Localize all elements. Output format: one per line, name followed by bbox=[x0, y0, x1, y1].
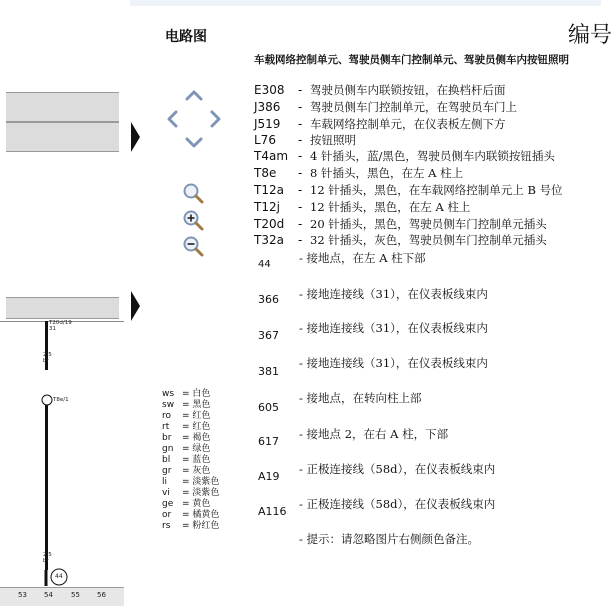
column-number: 53 bbox=[18, 591, 27, 599]
ground-desc-text: 接地点，在左 A 柱下部 bbox=[306, 251, 426, 265]
ground-desc: - 接地点 2，在右 A 柱，下部 bbox=[299, 427, 449, 441]
wire-color-label: br bbox=[43, 558, 49, 564]
component-desc: 车载网络控制单元，在仪表板左侧下方 bbox=[310, 117, 506, 131]
ground-code: A19 bbox=[258, 470, 280, 483]
legend-entry: br = 褐色 bbox=[162, 433, 211, 443]
component-desc: 32 针插头，灰色，驾驶员侧车门控制单元插头 bbox=[310, 233, 547, 247]
ground-code: 605 bbox=[258, 401, 279, 414]
ground-desc: - 接地点，在转向柱上部 bbox=[299, 391, 422, 405]
diagram-heading: 车载网络控制单元、驾驶员侧车门控制单元、驾驶员侧车内按钮照明 bbox=[254, 54, 569, 66]
ground-desc: - 正极连接线（58d），在仪表板线束内 bbox=[299, 462, 496, 476]
legend-code: ws bbox=[162, 389, 175, 399]
wire-size-label: 2.5 bbox=[43, 352, 52, 358]
ground-desc-text: 正极连接线（58d），在仪表板线束内 bbox=[306, 462, 496, 476]
legend-entry: sw = 黑色 bbox=[162, 400, 211, 410]
chevron-up-icon[interactable] bbox=[187, 92, 201, 99]
legend-entry: gr = 灰色 bbox=[162, 466, 211, 476]
component-desc: 8 针插头，黑色，在左 A 柱上 bbox=[310, 166, 464, 180]
component-code: T12a bbox=[254, 183, 284, 197]
chevron-left-icon[interactable] bbox=[169, 112, 176, 126]
legend-name: 灰色 bbox=[192, 466, 211, 476]
legend-code: or bbox=[162, 510, 172, 520]
legend-entry: rt = 红色 bbox=[162, 422, 211, 432]
ground-desc: - 正极连接线（58d），在仪表板线束内 bbox=[299, 497, 496, 511]
legend-name: 绿色 bbox=[192, 444, 211, 454]
component-row: J386 - 驾驶员侧车门控制单元，在驾驶员车门上 bbox=[254, 100, 517, 114]
component-code: E308 bbox=[254, 83, 285, 97]
component-code: T8e bbox=[254, 166, 277, 180]
ground-code: 381 bbox=[258, 365, 279, 378]
legend-code: rs bbox=[162, 521, 171, 531]
column-number: 54 bbox=[44, 591, 53, 599]
legend-entry: ge = 黄色 bbox=[162, 499, 211, 509]
connector-mid-label: T8e/1 bbox=[53, 397, 69, 403]
hint-note: - 提示：请忽略图片右侧颜色备注。 bbox=[299, 532, 480, 546]
ground-desc: - 接地连接线（31），在仪表板线束内 bbox=[299, 321, 488, 335]
component-code: T12j bbox=[254, 200, 280, 214]
legend-name: 红色 bbox=[192, 411, 211, 421]
section-title: 编号 bbox=[568, 23, 612, 48]
component-row: T8e - 8 针插头，黑色，在左 A 柱上 bbox=[254, 166, 464, 180]
component-desc: 驾驶员侧车门控制单元，在驾驶员车门上 bbox=[310, 100, 517, 114]
legend-entry: ws = 白色 bbox=[162, 389, 211, 399]
zoom-in-icon[interactable] bbox=[182, 209, 206, 233]
schematic-panel-upper bbox=[6, 92, 119, 122]
ground-desc: - 接地连接线（31），在仪表板线束内 bbox=[299, 356, 488, 370]
component-row: T32a - 32 针插头，灰色，驾驶员侧车门控制单元插头 bbox=[254, 233, 547, 247]
component-code: T32a bbox=[254, 233, 284, 247]
legend-name: 淡紫色 bbox=[192, 477, 220, 487]
component-desc: 20 针插头，黑色，驾驶员侧车门控制单元插头 bbox=[310, 217, 547, 231]
legend-entry: rs = 粉红色 bbox=[162, 521, 220, 531]
legend-name: 黄色 bbox=[192, 499, 211, 509]
connector-pin-label: 31 bbox=[49, 326, 56, 332]
magnifier-icon[interactable] bbox=[182, 182, 206, 206]
component-desc: 12 针插头，黑色，在车载网络控制单元上 B 号位 bbox=[310, 183, 563, 197]
legend-name: 淡紫色 bbox=[192, 488, 220, 498]
legend-entry: li = 淡紫色 bbox=[162, 477, 220, 487]
component-code: T4am bbox=[254, 149, 289, 163]
component-code: J519 bbox=[254, 117, 281, 131]
component-desc: 驾驶员侧车内联锁按钮，在换档杆后面 bbox=[310, 83, 506, 97]
ground-code: 617 bbox=[258, 435, 279, 448]
legend-name: 橘黄色 bbox=[192, 510, 220, 520]
ground-code: 366 bbox=[258, 293, 279, 306]
legend-name: 白色 bbox=[192, 389, 211, 399]
component-row: L76 - 按钮照明 bbox=[254, 133, 356, 147]
ground-desc-text: 正极连接线（58d），在仪表板线束内 bbox=[306, 497, 496, 511]
legend-code: sw bbox=[162, 400, 175, 410]
legend-name: 红色 bbox=[192, 422, 211, 432]
column-number: 56 bbox=[97, 591, 106, 599]
schematic-panel-lower bbox=[6, 297, 119, 319]
component-row: J519 - 车载网络控制单元，在仪表板左侧下方 bbox=[254, 117, 506, 131]
page-title: 电路图 bbox=[165, 29, 207, 45]
legend-name: 褐色 bbox=[192, 433, 211, 443]
component-desc: 4 针插头，蓝/黑色，驾驶员侧车内联锁按钮插头 bbox=[310, 149, 555, 163]
component-row: T12j - 12 针插头，黑色，在左 A 柱上 bbox=[254, 200, 471, 214]
ground-desc-text: 接地点，在转向柱上部 bbox=[306, 391, 422, 405]
legend-code: bl bbox=[162, 455, 171, 465]
ground-label: 44 bbox=[55, 573, 63, 580]
component-row: T20d - 20 针插头，黑色，驾驶员侧车门控制单元插头 bbox=[254, 217, 547, 231]
ground-desc-text: 接地连接线（31），在仪表板线束内 bbox=[306, 356, 488, 370]
component-code: J386 bbox=[254, 100, 281, 114]
legend-entry: vi = 淡紫色 bbox=[162, 488, 220, 498]
component-desc: 12 针插头，黑色，在左 A 柱上 bbox=[310, 200, 471, 214]
ground-desc-text: 接地连接线（31），在仪表板线束内 bbox=[306, 321, 488, 335]
legend-code: rt bbox=[162, 422, 170, 432]
hint-text: 提示：请忽略图片右侧颜色备注。 bbox=[306, 532, 480, 546]
chevron-right-icon[interactable] bbox=[212, 112, 219, 126]
color-legend bbox=[162, 389, 219, 532]
ground-code: 44 bbox=[258, 259, 271, 270]
legend-name: 粉红色 bbox=[192, 521, 220, 531]
legend-code: ro bbox=[162, 411, 172, 421]
legend-code: gn bbox=[162, 444, 174, 454]
legend-code: vi bbox=[162, 488, 170, 498]
component-row: T12a - 12 针插头，黑色，在车载网络控制单元上 B 号位 bbox=[254, 183, 563, 197]
zoom-out-icon[interactable] bbox=[182, 235, 206, 259]
component-row: T4am - 4 针插头，蓝/黑色，驾驶员侧车内联锁按钮插头 bbox=[254, 149, 555, 163]
legend-code: gr bbox=[162, 466, 172, 476]
component-code: L76 bbox=[254, 133, 276, 147]
ground-code: 367 bbox=[258, 329, 279, 342]
legend-entry: gn = 绿色 bbox=[162, 444, 211, 454]
ground-desc: - 接地连接线（31），在仪表板线束内 bbox=[299, 287, 488, 301]
legend-code: br bbox=[162, 433, 172, 443]
chevron-down-icon[interactable] bbox=[187, 139, 201, 146]
next-page-arrow[interactable] bbox=[131, 291, 140, 321]
legend-code: li bbox=[162, 477, 168, 487]
ground-desc-text: 接地点 2，在右 A 柱，下部 bbox=[306, 427, 449, 441]
schematic-panel-upper-2 bbox=[6, 122, 119, 152]
component-row: E308 - 驾驶员侧车内联锁按钮，在换档杆后面 bbox=[254, 83, 506, 97]
ground-desc: - 接地点，在左 A 柱下部 bbox=[299, 251, 426, 265]
prev-page-arrow[interactable] bbox=[131, 122, 140, 152]
legend-code: ge bbox=[162, 499, 174, 509]
pan-control bbox=[158, 82, 230, 154]
legend-name: 蓝色 bbox=[192, 455, 211, 465]
wire-size-label: 2.5 bbox=[43, 552, 52, 558]
legend-name: 黑色 bbox=[192, 400, 211, 410]
component-desc: 按钮照明 bbox=[310, 133, 356, 147]
ground-desc-text: 接地连接线（31），在仪表板线束内 bbox=[306, 287, 488, 301]
schematic-wire-segment bbox=[45, 404, 48, 570]
wire-color-label: br bbox=[43, 358, 49, 364]
connector-label: T20d/19 bbox=[49, 320, 72, 326]
schematic-strip bbox=[0, 0, 130, 606]
column-number: 55 bbox=[71, 591, 80, 599]
legend-entry: bl = 蓝色 bbox=[162, 455, 211, 465]
legend-entry: ro = 红色 bbox=[162, 411, 211, 421]
ground-code: A116 bbox=[258, 505, 287, 518]
legend-entry: or = 橘黄色 bbox=[162, 510, 220, 520]
component-code: T20d bbox=[254, 217, 285, 231]
